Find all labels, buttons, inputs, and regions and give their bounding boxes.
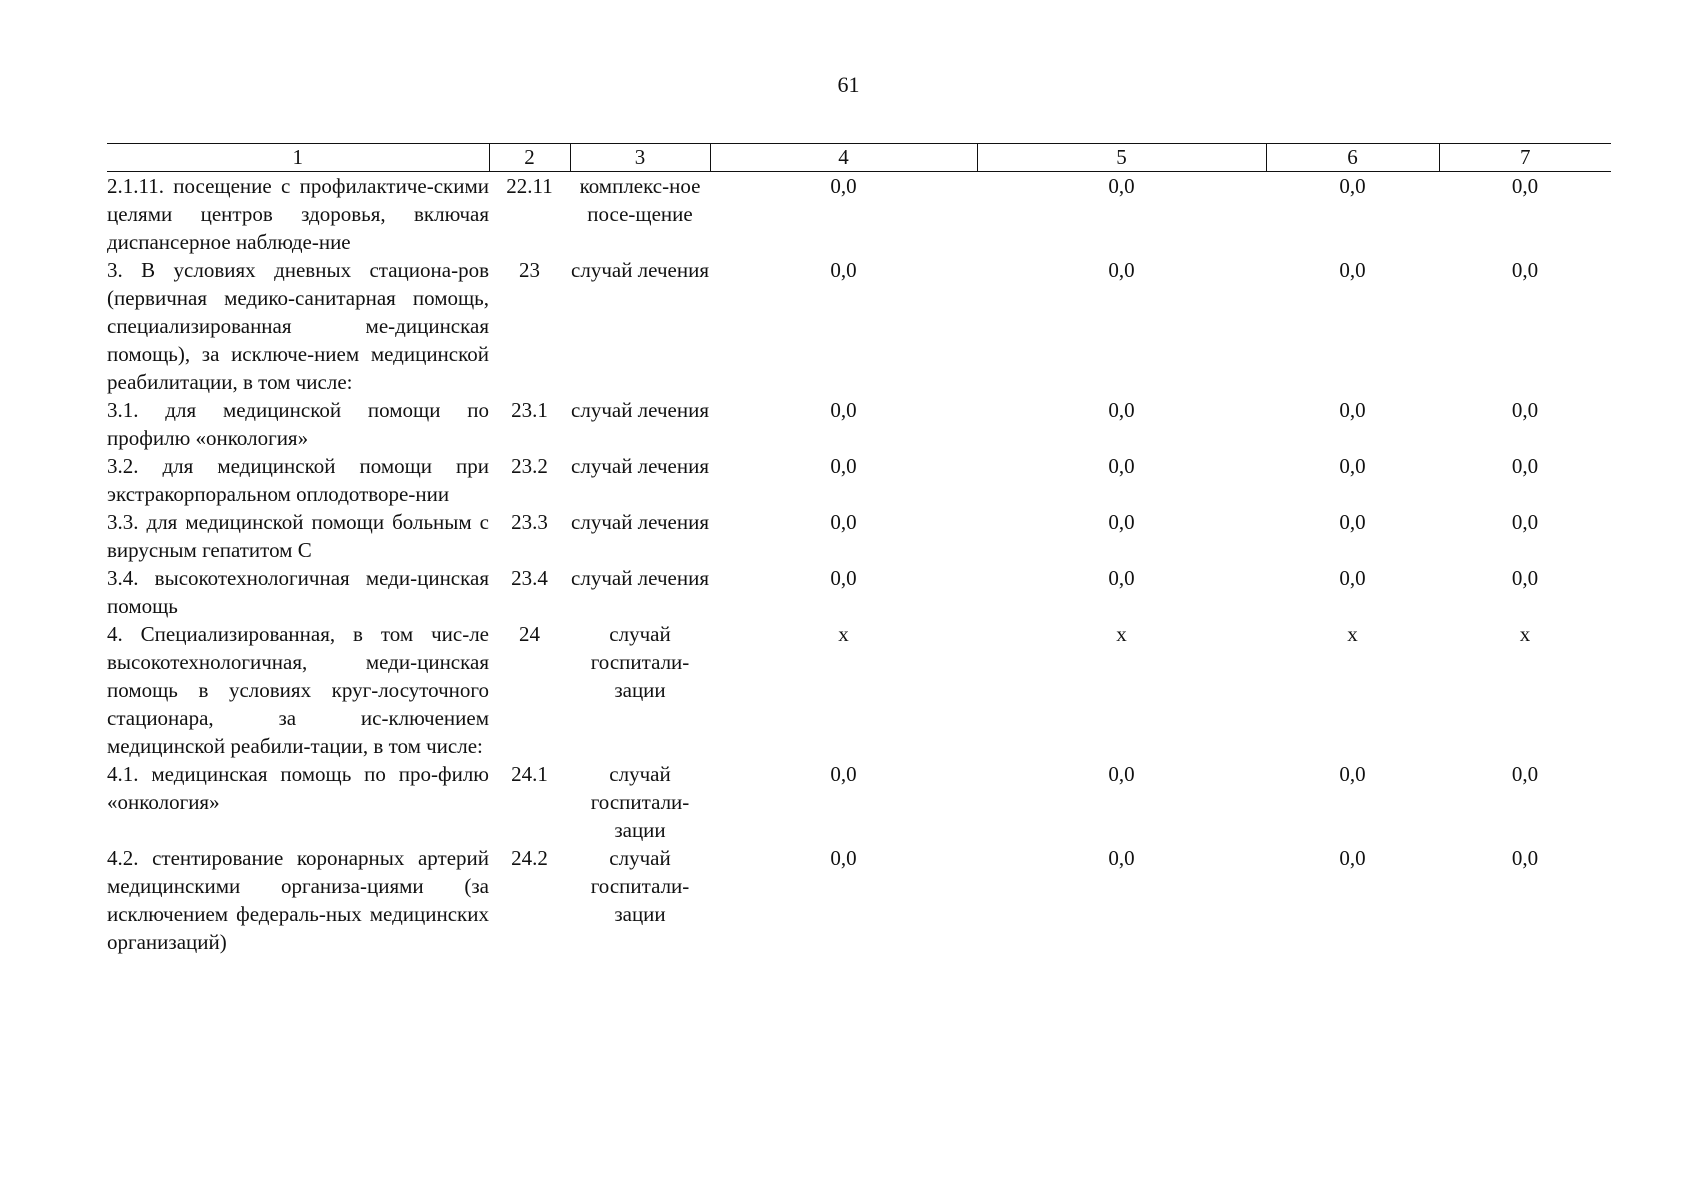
value-column-6: 0,0: [1339, 510, 1366, 534]
value-column-6: x: [1347, 622, 1358, 646]
value-column-6: 0,0: [1339, 174, 1366, 198]
value-column-5: 0,0: [1108, 258, 1135, 282]
value-column-4: 0,0: [830, 454, 857, 478]
value-column-6: 0,0: [1339, 258, 1366, 282]
column-header: 6: [1266, 144, 1439, 172]
value-column-7: 0,0: [1511, 510, 1539, 534]
value-column-4: 0,0: [830, 510, 857, 534]
value-column-7: 0,0: [1511, 258, 1539, 282]
value-column-7: x: [1519, 622, 1531, 646]
row-number: 23.4: [511, 566, 548, 590]
value-column-7: 0,0: [1511, 174, 1539, 198]
table-row: [107, 844, 1611, 956]
value-column-5: 0,0: [1108, 846, 1135, 870]
unit-of-measure: случай лечения: [571, 510, 709, 534]
page-number: 61: [837, 72, 860, 97]
header-row: [107, 144, 1611, 172]
row-number: 23.1: [511, 398, 548, 422]
row-description: 3.2. для медицинской помощи при экстракорпоральном оплодотворе-нии: [107, 454, 489, 506]
row-description: 4. Специализированная, в том чис-ле высокотехнологичная, меди-цинская помощь в условиях круг-лосуточного стационара, за ис-ключением медицинской реабили-тации, в том числе:: [107, 622, 489, 758]
value-column-6: 0,0: [1339, 454, 1366, 478]
unit-of-measure: случай госпитали-зации: [590, 622, 690, 702]
value-column-7: 0,0: [1511, 454, 1539, 478]
value-column-6: 0,0: [1339, 566, 1366, 590]
row-number: 23.2: [511, 454, 548, 478]
row-number: 24.1: [511, 762, 548, 786]
value-column-5: 0,0: [1108, 510, 1135, 534]
value-column-4: 0,0: [830, 258, 857, 282]
row-number: 24: [519, 622, 540, 646]
row-description: 4.2. стентирование коронарных артерий медицинскими организа-циями (за исключением федераль-ных медицинских организаций): [107, 846, 489, 954]
column-header: 7: [1439, 144, 1611, 172]
value-column-4: 0,0: [830, 846, 857, 870]
row-number: 24.2: [511, 846, 548, 870]
unit-of-measure: случай лечения: [571, 454, 709, 478]
value-column-6: 0,0: [1339, 846, 1366, 870]
table-body: [107, 172, 1611, 957]
unit-of-measure: комплекс-ное посе-щение: [579, 174, 701, 226]
value-column-5: 0,0: [1108, 762, 1135, 786]
value-column-7: 0,0: [1511, 846, 1539, 870]
table-row: [107, 564, 1611, 620]
value-column-5: 0,0: [1108, 174, 1135, 198]
row-description: 2.1.11. посещение с профилактиче-скими целями центров здоровья, включая диспансерное наблюде-ние: [107, 174, 489, 254]
value-column-7: 0,0: [1511, 398, 1539, 422]
table-row: [107, 452, 1611, 508]
value-column-6: 0,0: [1339, 762, 1366, 786]
column-header: 2: [489, 144, 570, 172]
row-description: 4.1. медицинская помощь по про-филю «онкология»: [107, 762, 489, 814]
value-column-4: 0,0: [830, 174, 857, 198]
value-column-4: 0,0: [830, 762, 857, 786]
value-column-4: 0,0: [830, 398, 857, 422]
value-column-7: 0,0: [1511, 762, 1539, 786]
unit-of-measure: случай лечения: [571, 566, 709, 590]
row-number: 23.3: [511, 510, 548, 534]
value-column-5: 0,0: [1108, 398, 1135, 422]
column-header: 1: [107, 144, 489, 172]
value-column-6: 0,0: [1339, 398, 1366, 422]
data-table: [107, 143, 1611, 956]
unit-of-measure: случай госпитали-зации: [590, 762, 690, 842]
table-row: [107, 396, 1611, 452]
row-description: 3.1. для медицинской помощи по профилю «онкология»: [107, 398, 489, 450]
table-row: [107, 620, 1611, 760]
table-row: [107, 172, 1611, 257]
row-description: 3. В условиях дневных стациона-ров (первичная медико-санитарная помощь, специализированная ме-дицинская помощь), за исключе-нием медицинской реабилитации, в том числе:: [107, 258, 489, 394]
row-number: 22.11: [506, 174, 553, 198]
table-row: [107, 256, 1611, 396]
unit-of-measure: случай лечения: [571, 398, 709, 422]
unit-of-measure: случай госпитали-зации: [590, 846, 690, 926]
value-column-5: 0,0: [1108, 454, 1135, 478]
unit-of-measure: случай лечения: [571, 258, 709, 282]
row-description: 3.4. высокотехнологичная меди-цинская помощь: [107, 566, 489, 618]
value-column-5: 0,0: [1108, 566, 1135, 590]
column-header: 4: [710, 144, 977, 172]
value-column-4: 0,0: [830, 566, 857, 590]
value-column-7: 0,0: [1511, 566, 1539, 590]
table-row: [107, 508, 1611, 564]
value-column-5: x: [1116, 622, 1127, 646]
column-header: 5: [977, 144, 1266, 172]
table-row: [107, 760, 1611, 844]
value-column-4: x: [838, 622, 849, 646]
row-description: 3.3. для медицинской помощи больным с вирусным гепатитом С: [107, 510, 489, 562]
row-number: 23: [519, 258, 540, 282]
column-header: 3: [570, 144, 710, 172]
